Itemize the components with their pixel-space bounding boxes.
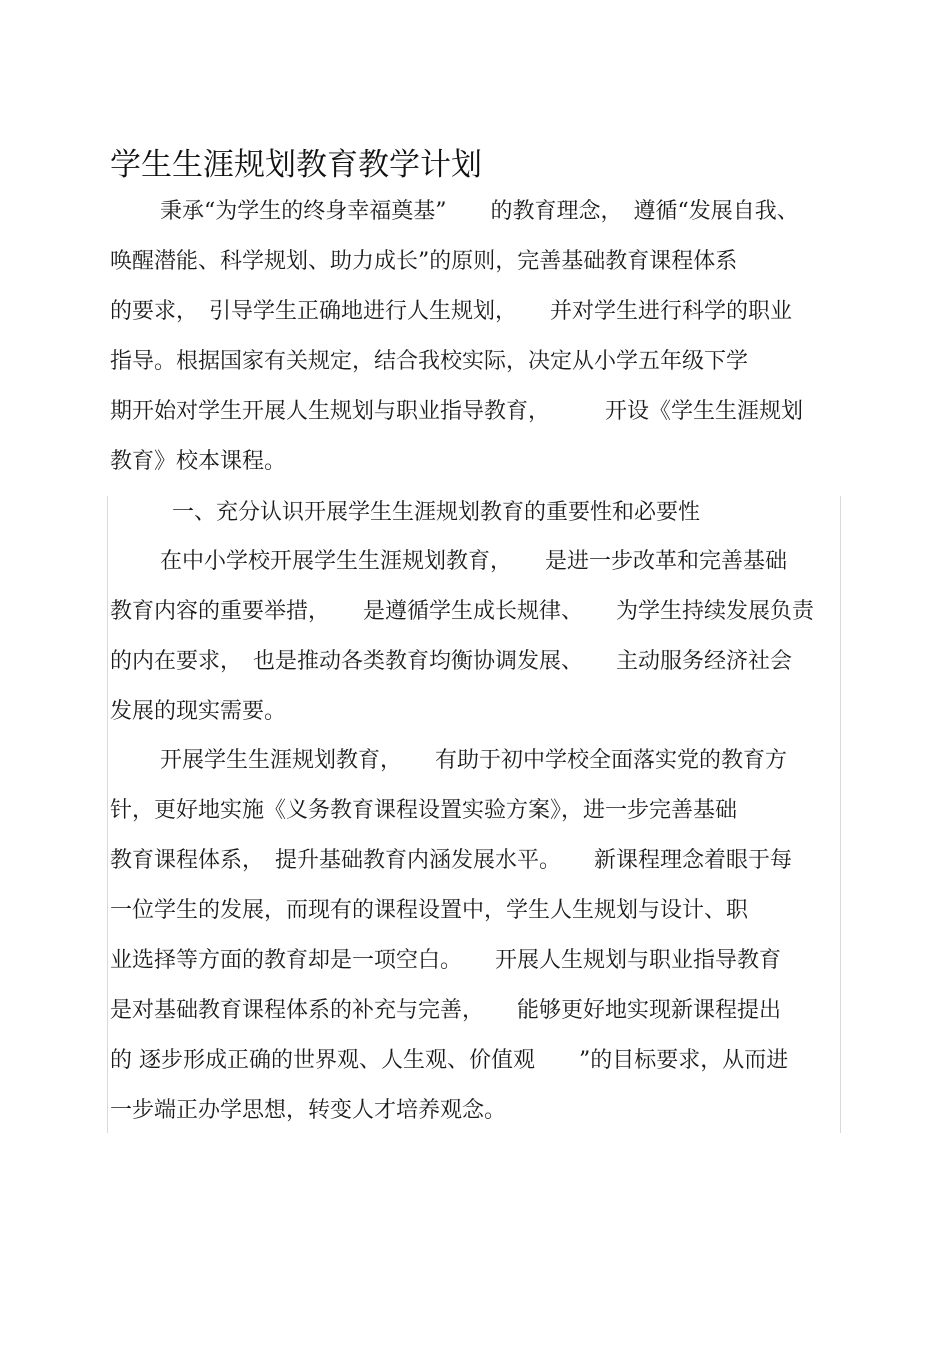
intro-line-2: 唤醒潜能、科学规划、助力成长”的原则，完善基础教育课程体系 <box>110 249 738 274</box>
section-heading: 一、充分认识开展学生生涯规划教育的重要性和必要性 <box>172 500 701 525</box>
intro-line-3: 的要求， 引导学生正确地进行人生规划， 并对学生进行科学的职业 <box>110 299 793 324</box>
paragraph1-line-3: 的内在要求， 也是推动各类教育均衡协调发展、 主动服务经济社会 <box>110 649 793 674</box>
intro-line-4: 指导。根据国家有关规定，结合我校实际，决定从小学五年级下学 <box>110 349 749 374</box>
paragraph2-line-8: 一步端正办学思想，转变人才培养观念。 <box>110 1098 507 1123</box>
paragraph2-line-6: 是对基础教育课程体系的补充与完善， 能够更好地实现新课程提出 <box>110 998 782 1023</box>
paragraph1-line-2: 教育内容的重要举措， 是遵循学生成长规律、 为学生持续发展负责 <box>110 599 815 624</box>
paragraph2-line-7: 的 逐步形成正确的世界观、人生观、价值观 ”的目标要求，从而进 <box>110 1048 789 1073</box>
paragraph2-line-5: 业选择等方面的教育却是一项空白。 开展人生规划与职业指导教育 <box>110 948 782 973</box>
intro-line-1: 秉承“为学生的终身幸福奠基” 的教育理念， 遵循“发展自我、 <box>160 199 799 224</box>
paragraph2-line-2: 针，更好地实施《义务教育课程设置实验方案》，进一步完善基础 <box>110 798 738 823</box>
paragraph1-line-1: 在中小学校开展学生生涯规划教育， 是进一步改革和完善基础 <box>160 549 788 574</box>
paragraph2-line-1: 开展学生生涯规划教育， 有助于初中学校全面落实党的教育方 <box>160 748 788 773</box>
intro-line-6: 教育》校本课程。 <box>110 449 287 474</box>
paragraph1-line-4: 发展的现实需要。 <box>110 699 287 724</box>
paragraph2-line-3: 教育课程体系， 提升基础教育内涵发展水平。 新课程理念着眼于每 <box>110 848 793 873</box>
intro-line-5: 期开始对学生开展人生规划与职业指导教育， 开设《学生生涯规划 <box>110 399 804 424</box>
document-title: 学生生涯规划教育教学计划 <box>110 147 482 183</box>
paragraph2-line-4: 一位学生的发展，而现有的课程设置中，学生人生规划与设计、职 <box>110 898 749 923</box>
